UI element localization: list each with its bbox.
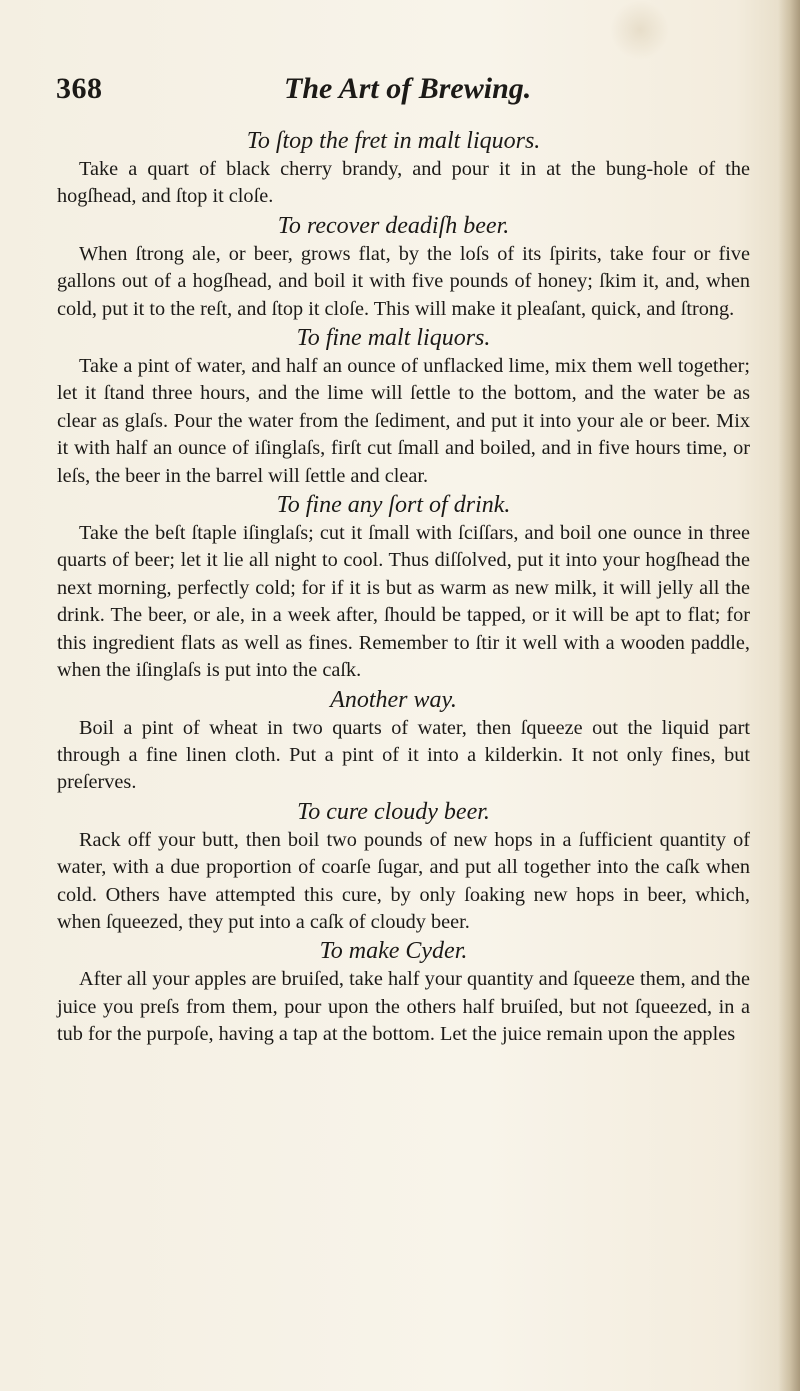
section-heading-fine-malt: To fine malt liquors. <box>296 325 491 352</box>
running-head <box>56 72 736 112</box>
section-text-fine-malt: Take a pint of water, and half an ounce of unflacked lime, mix them well together; let it ſtand three hours, and the lime will ſettle to the bottom, and the water be as clear as glaſs. Pour the water from the ſediment, and put it into your ale or beer. Mix it with half an ounce of iſinglaſs, firſt cut ſmall and boiled, and in five hours time, or leſs, the beer in the barrel will ſettle and clear. <box>57 355 750 487</box>
section-text-another-way: Boil a pint of wheat in two quarts of water, then ſqueeze out the liquid part through a fine linen cloth. Put a pint of it into a kilderkin. It not only fines, but preſerves. <box>57 716 750 794</box>
page-number: 368 <box>56 72 103 105</box>
section-text-recover-beer: When ſtrong ale, or beer, grows flat, by the loſs of its ſpirits, take four or five gallons out of a hogſhead, and boil it with five pounds of honey; ſkim it, and, when cold, put it to the reſt, and ſtop it cloſe. This will make it pleaſant, quick, and ſtrong. <box>57 242 750 320</box>
section-heading-another-way: Another way. <box>330 686 457 713</box>
body-text <box>57 126 750 1049</box>
page-edge-shadow <box>778 0 800 1391</box>
section-heading-stop-fret: To ſtop the fret in malt liquors. <box>246 128 541 154</box>
section-text-cloudy-beer: Rack off your butt, then boil two pounds of new hops in a ſufficient quantity of water, with a due proportion of coarſe ſugar, and put all together into the caſk when cold. Others have attempted this cure, by only ſoaking new hops in beer, which, when ſqueezed, they put into a caſk of cloudy beer. <box>57 828 750 933</box>
section-heading-cyder: To make Cyder. <box>319 938 468 965</box>
paper-stain <box>610 0 670 60</box>
section-text-fine-drink: Take the beſt ſtaple iſinglaſs; cut it ſmall with ſciſſars, and boil one ounce in three quarts of beer; let it lie all night to cool. Thus diſſolved, put it into your hogſhead the next morning, perfectly cold; for if it is but as warm as new milk, it will jelly all the drink. The beer, or ale, in a week after, ſhould be tapped, or it will be apt to flat; for this ingredient flats as well as fines. Remember to ſtir it well with a wooden paddle, when the iſinglaſs is put into the caſk. <box>57 522 750 682</box>
section-heading-recover-beer: To recover deadiſh beer. <box>277 212 510 239</box>
section-text-cyder: After all your apples are bruiſed, take half your quantity and ſqueeze them, and the juice you preſs from them, pour upon the others half bruiſed, but not ſqueezed, in a tub for the purpoſe, having a tap at the bottom. Let the juice remain upon the apples <box>57 968 750 1046</box>
section-heading-cloudy-beer: To cure cloudy beer. <box>297 798 490 825</box>
running-title: The Art of Brewing. <box>284 72 532 105</box>
section-text-stop-fret: Take a quart of black cherry brandy, and pour it in at the bung-hole of the hogſhead, and ſtop it cloſe. <box>57 158 750 208</box>
section-heading-fine-drink: To fine any ſort of drink. <box>276 492 511 519</box>
